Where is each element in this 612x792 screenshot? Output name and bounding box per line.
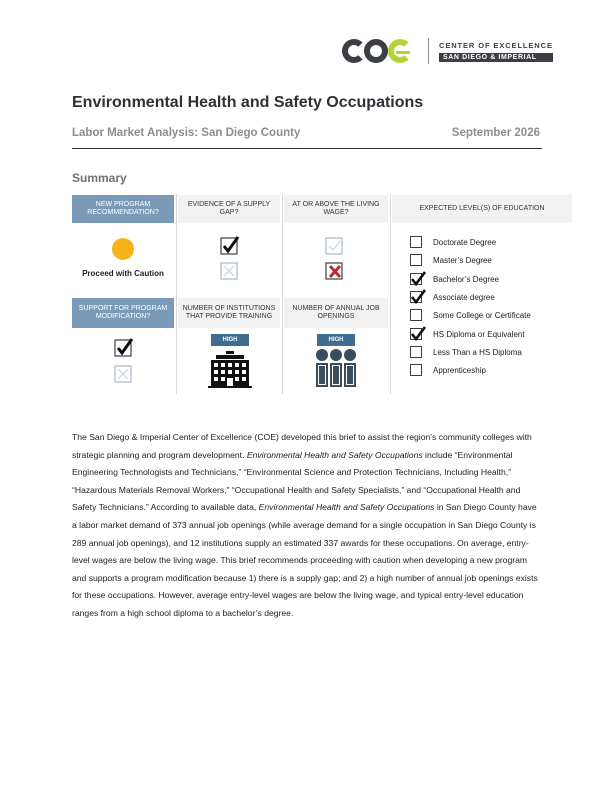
supply-gap-yes-checkbox-icon (220, 236, 240, 256)
paragraph-text: include “Environmental Engineering Technologists and Technicians,” “Environmental Science and Protection Technicians, Including Health,” “Hazardous Materials Removal Workers,” “Occupational Health and Safety Specialists,” and “Occupational Health and Safety Technicians.” According to available data, (72, 449, 521, 513)
education-checkbox-icon (410, 236, 422, 248)
education-label: Apprenticeship (433, 365, 486, 375)
education-item (410, 290, 570, 304)
education-checked-icon (410, 291, 422, 303)
logo-line1: CENTER OF EXCELLENCE (439, 40, 553, 50)
education-item (410, 235, 570, 249)
paragraph-text: in San Diego County have a labor market demand of 373 annual job openings (while average demand for a single occupation in San Diego County is 289 annual job openings), and 12 institutions supply an estimated 337 awards for these occupations. On average, entry-level wages are below the living wage. This brief recommends proceeding with caution when developing a new program and supports a program modification because 1) there is a supply gap; and 2) a high number of annual job openings exists for these occupations. However, average entry-level wages are below the living wage, and typical entry-level education ranges from a high school diploma to a bachelor’s degree. (72, 502, 538, 618)
education-label: Doctorate Degree (433, 237, 497, 247)
page-subtitle: Labor Market Analysis: San Diego County (72, 127, 301, 139)
header-supply-gap: EVIDENCE OF A SUPPLY GAP? (178, 195, 280, 223)
education-label: Bachelor’s Degree (433, 274, 499, 284)
education-label: HS Diploma or Equivalent (433, 329, 525, 339)
living-wage-no-checkbox-icon (325, 261, 345, 281)
support-yes-checkbox-icon (114, 338, 134, 358)
education-checked-icon (410, 328, 422, 340)
education-label: Some College or Certificate (433, 310, 531, 320)
caution-indicator-icon (112, 238, 134, 260)
grid-divider (390, 194, 391, 394)
education-item (410, 327, 570, 341)
paragraph-emphasis: Environmental Health and Safety Occupations (258, 502, 435, 513)
logo-line2: SAN DIEGO & IMPERIAL (439, 53, 553, 62)
summary-heading: Summary (72, 171, 127, 185)
education-item (410, 363, 570, 377)
education-item (410, 253, 570, 267)
education-checkbox-icon (410, 364, 422, 376)
header-living-wage: AT OR ABOVE THE LIVING WAGE? (284, 195, 388, 223)
report-date: September 2026 (451, 127, 540, 139)
page-title: Environmental Health and Safety Occupations (72, 94, 424, 111)
education-checkbox-icon (410, 309, 422, 321)
education-item (410, 272, 570, 286)
people-icon (315, 349, 357, 387)
header-support-modification: SUPPORT FOR PROGRAM MODIFICATION? (72, 298, 174, 328)
coe-logo (342, 36, 553, 66)
education-checked-icon (410, 273, 422, 285)
grid-divider (282, 194, 283, 394)
education-checkbox-icon (410, 254, 422, 266)
building-icon (208, 350, 252, 388)
summary-paragraph (72, 429, 542, 623)
education-label: Less Than a HS Diploma (433, 347, 522, 357)
grid-divider (176, 194, 177, 394)
header-institutions: NUMBER OF INSTITUTIONS THAT PROVIDE TRAINING (178, 298, 280, 328)
paragraph-text: The San Diego & Imperial Center of Excellence (COE) developed this brief to assist the region’s community colleges with strategic planning and program development. (72, 432, 532, 460)
header-education: EXPECTED LEVEL(S) OF EDUCATION (392, 195, 572, 223)
education-item (410, 308, 570, 322)
header-divider (72, 148, 542, 149)
openings-level-badge: HIGH (317, 334, 355, 346)
paragraph-emphasis: Environmental Health and Safety Occupations (246, 449, 423, 460)
living-wage-yes-checkbox-icon (325, 236, 345, 256)
education-label: Master’s Degree (433, 255, 492, 265)
recommendation-label: Proceed with Caution (82, 269, 164, 278)
header-job-openings: NUMBER OF ANNUAL JOB OPENINGS (284, 298, 388, 328)
supply-gap-no-checkbox-icon (220, 261, 240, 281)
education-label: Associate degree (433, 292, 495, 302)
support-no-checkbox-icon (114, 364, 134, 384)
header-new-program: NEW PROGRAM RECOMMENDATION? (72, 195, 174, 223)
education-checkbox-icon (410, 346, 422, 358)
education-item (410, 345, 570, 359)
institutions-level-badge: HIGH (211, 334, 249, 346)
coe-logo-mark (342, 36, 416, 66)
